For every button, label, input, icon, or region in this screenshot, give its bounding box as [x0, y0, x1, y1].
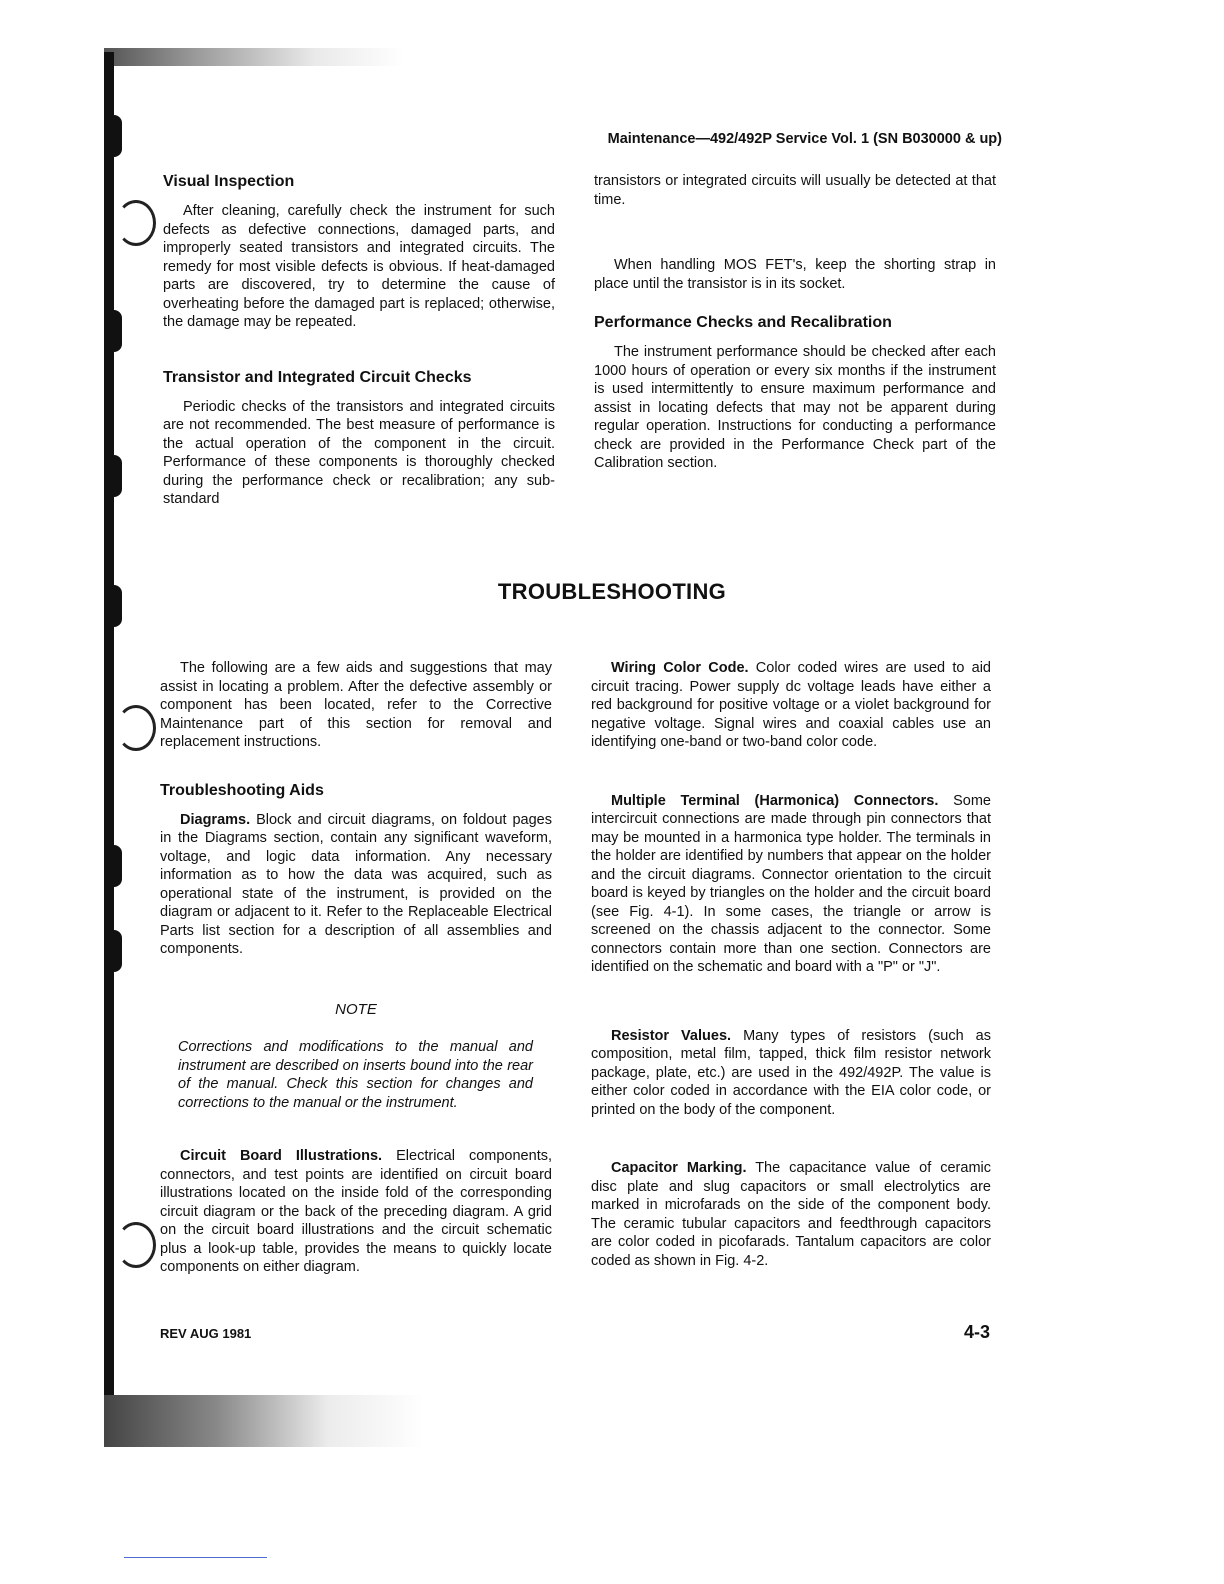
circuit-board-text: Electrical components, connectors, and test points are identified on circuit board illustrations located on the inside fold of the corresponding circuit diagram or the back of the preceding diagram. A grid on the circuit board illustrations and the circuit schematic plus a look-up table, provides the means to quickly locate components on either diagram. — [160, 1148, 552, 1275]
transistor-checks-body: Periodic checks of the transistors and integrated circuits are not recommended. The best measure of performance is the actual operation of the component in the circuit. Performance of these components is thoroughly checked during the performance check or recalibration; any sub-standard — [163, 398, 555, 507]
transistor-checks-heading: Transistor and Integrated Circuit Checks — [163, 368, 472, 386]
visual-inspection-body: After cleaning, carefully check the instrument for such defects as defective connections, damaged parts, and improperly seated transistors and integrated circuits. The remedy for most visible defects is obvious. If heat-damaged parts are discovered, try to determine the cause of overheating before the damaged part is replaced; otherwise, the damage may be repeated. — [163, 203, 555, 330]
capacitors-paragraph — [591, 1159, 991, 1270]
wiring-label: Wiring Color Code. — [611, 660, 749, 676]
diagrams-text: Block and circuit diagrams, on foldout pages in the Diagrams section, contain any significant waveform, voltage, and logic data information. Any necessary information as to how the data was acquired, such as operational state of the instrument, is provided on the diagram or adjacent to it. Refer to the Replaceable Electrical Parts list section for a description of all assemblies and components. — [160, 811, 552, 957]
right-bottom-column — [591, 659, 991, 1270]
binding-spine — [104, 52, 114, 1447]
binding-notch — [104, 845, 122, 887]
page-header: Maintenance—492/492P Service Vol. 1 (SN B030000 & up) — [607, 131, 1002, 147]
troubleshooting-intro: The following are a few aids and suggestions that may assist in locating a problem. After the defective assembly or component has been located, refer to the Corrective Maintenance part of this section for removal and replacement instructions. — [160, 660, 552, 750]
left-top-column — [163, 172, 555, 509]
note-title: NOTE — [335, 1001, 377, 1018]
left-bottom-column — [160, 659, 552, 959]
revision-label: REV AUG 1981 — [160, 1326, 252, 1341]
resistors-paragraph — [591, 1027, 991, 1120]
scan-blue-line — [124, 1557, 267, 1558]
mos-fet-text: When handling MOS FET's, keep the shorting strap in place until the transistor is in its socket. — [594, 257, 996, 292]
scan-bottom-edge — [104, 1395, 424, 1447]
resistors-label: Resistor Values. — [611, 1027, 732, 1044]
performance-body: The instrument performance should be checked after each 1000 hours of operation or every six months if the instrument is used intermittently to ensure maximum performance and assist in locating defects that may not be apparent during regular operation. Instructions for conducting a performance check are provided in the Performance Check part of the Calibration section. — [594, 344, 996, 471]
page-number: 4-3 — [963, 1322, 990, 1342]
binding-notch — [104, 455, 122, 497]
visual-inspection-heading: Visual Inspection — [163, 173, 295, 190]
capacitors-text: The capacitance value of ceramic disc plate and slug capacitors or small electrolytics are marked in microfarads on the side of the component body. The ceramic tubular capacitors and feedthrough capacitors are color coded in picofarads. Tantalum capacitors are color coded as shown in Fig. 4-2. — [591, 1160, 991, 1269]
connectors-text: Some intercircuit connections are made through pin connectors that may be mounted in a harmonica type holder. The terminals in the holder are identified by numbers that appear on the holder and the circuit diagrams. Connector orientation to the circuit board is keyed by triangles on the holder and the circuit board (see Fig. 4-1). In some cases, the triangle or arrow is screened on the chassis adjacent to the connector. Some connectors contain more than one section. Connectors are identified on the schematic and board with a "P" or "J". — [591, 792, 991, 975]
wiring-text: Color coded wires are used to aid circuit tracing. Power supply dc voltage leads have either a red background for positive voltage or a violet background for negative voltage. Signal wires and coaxial cables use an identifying one-band or two-band color code. — [591, 660, 991, 750]
continuation-text: transistors or integrated circuits will usually be detected at that time. — [594, 173, 996, 208]
binding-notch — [104, 310, 122, 352]
resistors-text: Many types of resistors (such as composition, metal film, tapped, thick film resistor network package, plate, etc.) are used in the 492/492P. The value is either color coded in accordance with the EIA color code, or printed on the body of the component. — [591, 1027, 991, 1118]
circuit-board-label: Circuit Board Illustrations. — [180, 1148, 383, 1164]
binder-hole-icon — [116, 705, 156, 751]
binder-hole-icon — [116, 1222, 156, 1268]
binding-notch — [104, 115, 122, 157]
circuit-board-column — [160, 1147, 552, 1277]
circuit-board-paragraph — [160, 1147, 552, 1277]
diagrams-label: Diagrams. — [180, 811, 251, 828]
connectors-paragraph — [591, 792, 991, 977]
performance-heading: Performance Checks and Recalibration — [594, 314, 892, 331]
connectors-label: Multiple Terminal (Harmonica) Connectors. — [611, 792, 939, 809]
binder-hole-icon — [116, 200, 156, 246]
scan-top-edge — [104, 48, 404, 66]
section-title: TROUBLESHOOTING — [497, 579, 727, 604]
binding-notch — [104, 930, 122, 972]
capacitors-label: Capacitor Marking. — [611, 1160, 747, 1176]
note-body: Corrections and modifications to the manual and instrument are described on inserts bound into the rear of the manual. Check this section for changes and corrections to the manual or the instrument. — [178, 1039, 533, 1111]
troubleshooting-aids-heading: Troubleshooting Aids — [160, 781, 324, 799]
diagrams-paragraph — [160, 811, 552, 959]
wiring-paragraph — [591, 659, 991, 752]
right-top-column — [594, 172, 996, 473]
